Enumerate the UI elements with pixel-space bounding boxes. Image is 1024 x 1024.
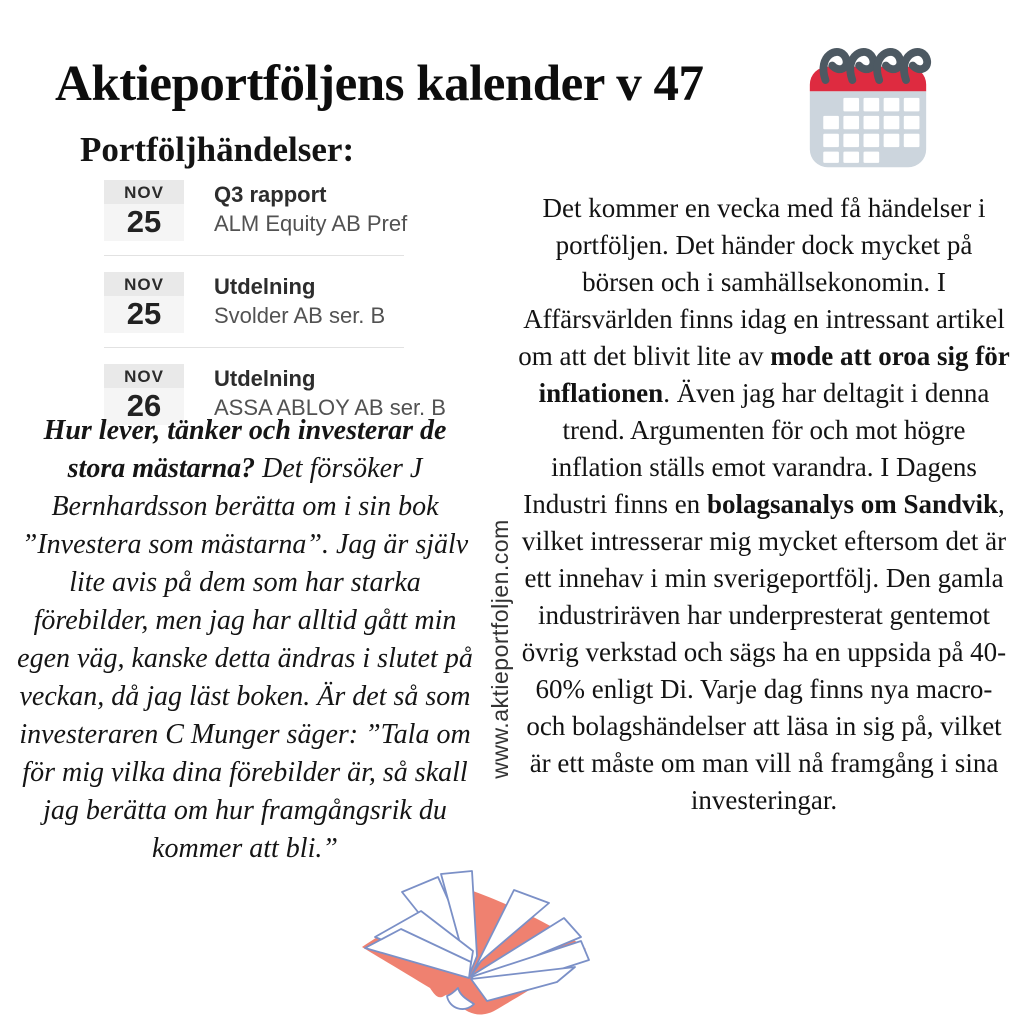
event-text (214, 180, 407, 238)
event-day: 26 (104, 388, 184, 425)
date-badge (104, 272, 184, 333)
event-type: Q3 rapport (214, 182, 327, 207)
left-column-paragraph: Hur lever, tänker och investerar de stora mästarna? Det försöker J Bernhardsson berätta om i sin bok ”Investera som mästarna”. Jag är själv lite avis på dem som har starka förebilder, men jag har alltid gått min egen väg, kanske detta ändras i slutet på veckan, då jag läst boken. Är det så som investeraren C Munger säger: ”Tala om för mig vilka dina förebilder är, så skall jag berätta om hur framgångsrik du kommer att bli.” (17, 415, 473, 864)
page-title: Aktieportföljens kalender v 47 (55, 56, 704, 112)
event-type: Utdelning (214, 274, 316, 299)
event-day: 25 (104, 296, 184, 333)
event-text (214, 272, 385, 330)
portfolio-events-list (104, 176, 446, 439)
event-type: Utdelning (214, 366, 316, 391)
event-company: Svolder AB ser. B (214, 302, 386, 328)
event-month: NOV (104, 180, 184, 204)
right-column-paragraph: Det kommer en vecka med få händelser i portföljen. Det händer dock mycket på börsen och i samhällsekonomin. I Affärsvärlden finns idag en intressant artikel om att det blivit lite av mode att oroa sig för inflationen. Även jag har deltagit i denna trend. Argumenten för och mot högre inflation ställs emot varandra. I Dagens Industri finns en bolagsanalys om Sandvik, vilket intresserar mig mycket eftersom det är ett innehav i min sverigeportfölj. Den gamla industriräven har underpresterat gentemot övrig verkstad och sägs ha en uppsida på 40-60% enligt Di. Varje dag finns nya macro- och bolagshändelser att läsa in sig på, vilket är ett måste om man vill nå framgång i sina investeringar. (518, 193, 1010, 815)
event-company: ALM Equity AB Pref (214, 210, 408, 236)
date-badge (104, 180, 184, 241)
event-month: NOV (104, 272, 184, 296)
event-company: ASSA ABLOY AB ser. B (214, 394, 446, 420)
event-day: 25 (104, 204, 184, 241)
website-url: www.aktieportfoljen.com (487, 519, 513, 779)
event-row (104, 255, 404, 347)
spiral-calendar-icon (800, 42, 936, 174)
event-month: NOV (104, 364, 184, 388)
open-book-illustration (348, 850, 610, 1022)
section-heading-portfolio-events: Portföljhändelser: (80, 130, 355, 169)
event-row (104, 176, 408, 255)
